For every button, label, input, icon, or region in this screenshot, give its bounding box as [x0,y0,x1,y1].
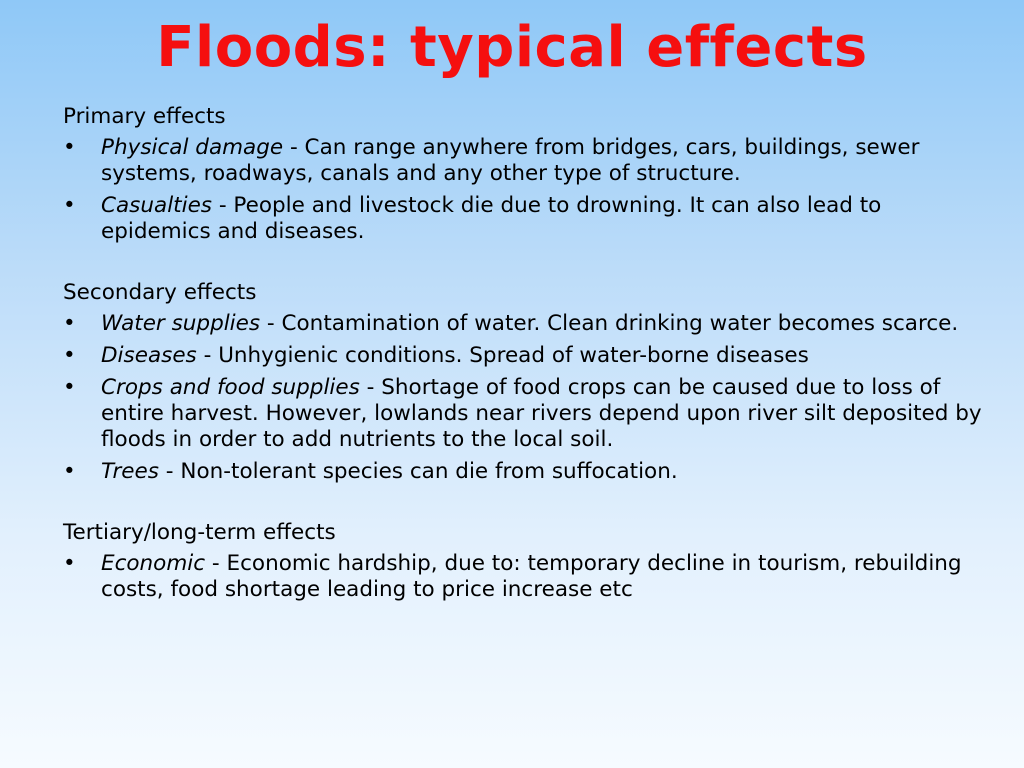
list-item [63,311,983,337]
item-text: - Economic hardship, due to: temporary decline in tourism, rebuilding costs, food shortage leading to price increase etc [101,551,962,602]
section-spacer [63,251,983,280]
bullet-icon: • [63,343,76,368]
item-term: Casualties [101,193,212,218]
section-heading-secondary: Secondary effects [63,280,257,305]
section-heading-tertiary: Tertiary/long-term effects [63,520,336,545]
list-item [63,193,983,245]
bullet-icon: • [63,311,76,336]
item-term: Water supplies [101,311,261,336]
item-term: Diseases [101,343,197,368]
list-item [63,459,983,485]
primary-effects-list [63,135,983,245]
list-item [63,551,983,603]
secondary-effects-list [63,311,983,485]
section-heading-primary: Primary effects [63,104,226,129]
tertiary-effects-list [63,551,983,603]
bullet-icon: • [63,551,76,576]
bullet-icon: • [63,375,76,400]
item-term: Crops and food supplies [101,375,360,400]
item-term: Physical damage [101,135,284,160]
slide-title: Floods: typical effects [156,15,868,80]
item-text: - Unhygienic conditions. Spread of water-borne diseases [196,343,809,368]
item-text: - Contamination of water. Clean drinking water becomes scarce. [260,311,959,336]
bullet-icon: • [63,135,76,160]
item-text: - Shortage of food crops can be caused due to loss of entire harvest. However, lowlands near rivers depend upon river silt deposited by floods in order to add nutrients to the local soil. [101,375,982,452]
item-term: Trees [101,459,159,484]
slide-content [63,104,983,609]
section-spacer [63,491,983,520]
item-term: Economic [101,551,206,576]
item-text: - Non-tolerant species can die from suffocation. [158,459,678,484]
bullet-icon: • [63,459,76,484]
item-text: - People and livestock die due to drowning. It can also lead to epidemics and diseases. [101,193,882,244]
list-item [63,375,983,453]
bullet-icon: • [63,193,76,218]
list-item [63,343,983,369]
item-text: - Can range anywhere from bridges, cars, buildings, sewer systems, roadways, canals and any other type of structure. [101,135,920,186]
list-item [63,135,983,187]
